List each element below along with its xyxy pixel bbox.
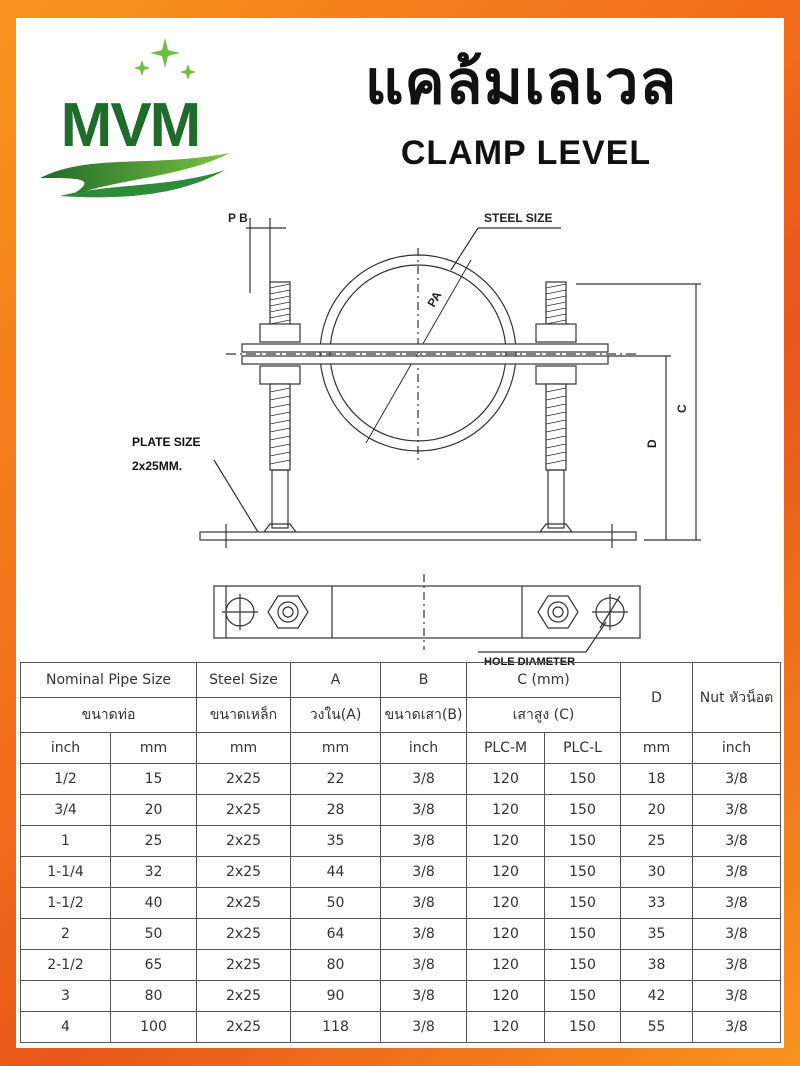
table-cell: 3/8 <box>693 950 781 981</box>
table-cell: 3/8 <box>381 919 467 950</box>
table-row <box>21 795 781 826</box>
table-cell: 120 <box>467 981 545 1012</box>
header-a: A <box>291 663 381 698</box>
table-cell: 3/8 <box>693 857 781 888</box>
table-cell: 3/8 <box>381 795 467 826</box>
header-steel-th: ขนาดเหล็ก <box>197 698 291 733</box>
table-cell: 150 <box>545 919 621 950</box>
unit-cell: inch <box>693 733 781 764</box>
table-cell: 3/8 <box>693 826 781 857</box>
company-logo <box>30 28 230 208</box>
table-cell: 90 <box>291 981 381 1012</box>
header-d: D <box>621 663 693 733</box>
table-cell: 2x25 <box>197 764 291 795</box>
table-cell: 2x25 <box>197 919 291 950</box>
sparkle-icon <box>134 38 196 80</box>
table-cell: 3/8 <box>381 857 467 888</box>
title-thai: แคล้มเลเวล <box>364 48 678 118</box>
table-body <box>21 663 781 1043</box>
table-cell: 20 <box>111 795 197 826</box>
table-cell: 35 <box>291 826 381 857</box>
table-cell: 100 <box>111 1012 197 1043</box>
title-english: CLAMP LEVEL <box>400 134 652 172</box>
unit-cell: PLC-M <box>467 733 545 764</box>
table-cell: 18 <box>621 764 693 795</box>
label-plate-dim: 2x25MM. <box>132 459 183 473</box>
table-cell: 120 <box>467 764 545 795</box>
table-cell: 50 <box>291 888 381 919</box>
header-nut: Nut หัวน็อต <box>693 663 781 733</box>
table-cell: 2x25 <box>197 857 291 888</box>
table-cell: 120 <box>467 919 545 950</box>
unit-cell: mm <box>291 733 381 764</box>
table-cell: 3 <box>21 981 111 1012</box>
table-row <box>21 950 781 981</box>
label-d: D <box>645 439 659 448</box>
table-cell: 3/8 <box>381 888 467 919</box>
header-nominal: Nominal Pipe Size <box>21 663 197 698</box>
unit-cell: PLC-L <box>545 733 621 764</box>
table-cell: 3/8 <box>381 950 467 981</box>
header-nominal-th: ขนาดท่อ <box>21 698 197 733</box>
table-cell: 2x25 <box>197 888 291 919</box>
table-cell: 40 <box>111 888 197 919</box>
table-cell: 120 <box>467 795 545 826</box>
table-cell: 150 <box>545 764 621 795</box>
table-cell: 120 <box>467 826 545 857</box>
table-cell: 150 <box>545 950 621 981</box>
unit-cell: mm <box>111 733 197 764</box>
table-cell: 28 <box>291 795 381 826</box>
table-cell: 25 <box>111 826 197 857</box>
table-cell: 150 <box>545 795 621 826</box>
clamp-drawing <box>132 198 689 678</box>
table-cell: 118 <box>291 1012 381 1043</box>
table-cell: 2x25 <box>197 795 291 826</box>
table-cell: 3/8 <box>381 764 467 795</box>
table-cell: 38 <box>621 950 693 981</box>
table-cell: 2x25 <box>197 981 291 1012</box>
table-cell: 4 <box>21 1012 111 1043</box>
table-cell: 120 <box>467 888 545 919</box>
label-c: C <box>675 404 689 413</box>
unit-cell: mm <box>197 733 291 764</box>
table-cell: 44 <box>291 857 381 888</box>
table-cell: 150 <box>545 826 621 857</box>
label-steel-size: STEEL SIZE <box>484 211 553 225</box>
header-b: B <box>381 663 467 698</box>
header-steel: Steel Size <box>197 663 291 698</box>
unit-cell: inch <box>21 733 111 764</box>
spec-table <box>20 662 781 1043</box>
table-cell: 1-1/4 <box>21 857 111 888</box>
table-cell: 3/8 <box>693 981 781 1012</box>
table-cell: 42 <box>621 981 693 1012</box>
header-a-th: วงใน(A) <box>291 698 381 733</box>
table-row <box>21 764 781 795</box>
table-row <box>21 888 781 919</box>
logo-text: MVM <box>60 91 200 160</box>
table-cell: 3/8 <box>693 764 781 795</box>
table-cell: 2x25 <box>197 826 291 857</box>
table-cell: 22 <box>291 764 381 795</box>
table-cell: 35 <box>621 919 693 950</box>
table-cell: 120 <box>467 1012 545 1043</box>
table-cell: 2x25 <box>197 950 291 981</box>
table-row <box>21 981 781 1012</box>
table-cell: 25 <box>621 826 693 857</box>
table-cell: 150 <box>545 1012 621 1043</box>
table-cell: 3/8 <box>693 1012 781 1043</box>
table-cell: 120 <box>467 950 545 981</box>
table-cell: 64 <box>291 919 381 950</box>
table-cell: 3/8 <box>693 888 781 919</box>
table-cell: 15 <box>111 764 197 795</box>
table-cell: 3/4 <box>21 795 111 826</box>
label-plate-size: PLATE SIZE <box>132 435 201 449</box>
table-units-row <box>21 733 781 764</box>
table-cell: 50 <box>111 919 197 950</box>
table-header-row-1 <box>21 663 781 698</box>
table-cell: 3/8 <box>693 795 781 826</box>
table-cell: 1-1/2 <box>21 888 111 919</box>
label-pa: PA <box>424 288 445 310</box>
table-cell: 30 <box>621 857 693 888</box>
table-row <box>21 857 781 888</box>
table-cell: 2-1/2 <box>21 950 111 981</box>
header-c: C (mm) <box>467 663 621 698</box>
table-cell: 2x25 <box>197 1012 291 1043</box>
table-cell: 150 <box>545 981 621 1012</box>
header-c-th: เสาสูง (C) <box>467 698 621 733</box>
table-cell: 3/8 <box>381 981 467 1012</box>
table-row <box>21 826 781 857</box>
table-cell: 150 <box>545 888 621 919</box>
table-cell: 1 <box>21 826 111 857</box>
table-cell: 80 <box>111 981 197 1012</box>
table-cell: 150 <box>545 857 621 888</box>
unit-cell: mm <box>621 733 693 764</box>
label-hole-diameter: HOLE DIAMETER <box>484 656 576 668</box>
table-cell: 2 <box>21 919 111 950</box>
table-cell: 3/8 <box>693 919 781 950</box>
table-cell: 32 <box>111 857 197 888</box>
table-cell: 1/2 <box>21 764 111 795</box>
table-cell: 65 <box>111 950 197 981</box>
unit-cell: inch <box>381 733 467 764</box>
page-frame <box>16 18 784 1048</box>
table-cell: 55 <box>621 1012 693 1043</box>
table-cell: 3/8 <box>381 1012 467 1043</box>
label-pb: P B <box>228 211 248 225</box>
table-cell: 120 <box>467 857 545 888</box>
table-cell: 20 <box>621 795 693 826</box>
table-row <box>21 919 781 950</box>
header-b-th: ขนาดเสา(B) <box>381 698 467 733</box>
table-row <box>21 1012 781 1043</box>
table-cell: 80 <box>291 950 381 981</box>
table-cell: 33 <box>621 888 693 919</box>
table-cell: 3/8 <box>381 826 467 857</box>
